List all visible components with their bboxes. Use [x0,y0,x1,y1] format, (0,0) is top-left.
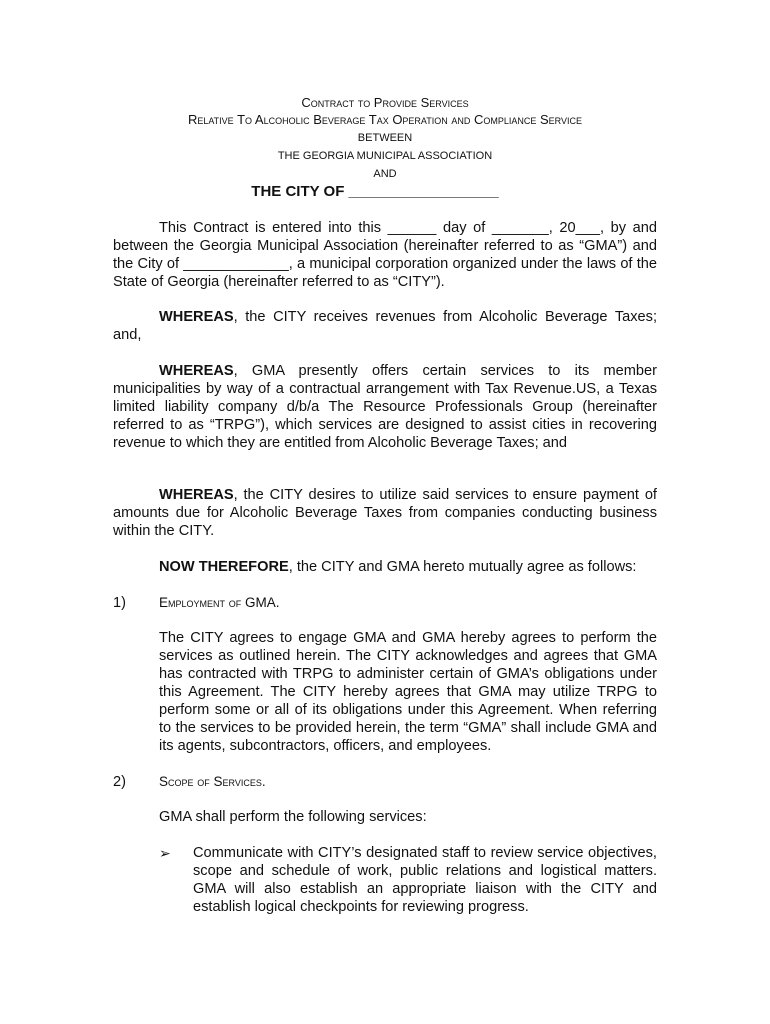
header-party-city: THE CITY OF __________________ [251,183,499,200]
header-and: AND [373,168,397,180]
intro-paragraph [113,219,657,291]
section-title: Scope of Services. [159,774,266,789]
section-number: 1) [113,595,126,611]
now-therefore-lead: NOW THEREFORE [159,559,289,575]
header-title-line2: Relative To Alcoholic Beverage Tax Operation and Compliance Service [187,112,583,127]
whereas-lead: WHEREAS [159,309,234,325]
whereas-paragraph-3 [113,486,657,540]
whereas-text: , the CITY desires to utilize said services to ensure payment of amounts due for Alcoholic Beverage Taxes from companies conducting business within the CITY. [113,487,657,539]
section-body: The CITY agrees to engage GMA and GMA hereby agrees to perform the services as outlined herein. The CITY acknowledges and agrees that GMA has contracted with TRPG to administer certain of GMA’s obligations under this Agreement. The CITY hereby agrees that GMA may utilize TRPG to perform some or all of its obligations under this Agreement. When referring to the services to be provided herein, the term “GMA” shall include GMA and its agents, subcontractors, officers, and employees. [159,630,657,754]
whereas-paragraph-2 [113,362,657,452]
bullet-text: Communicate with CITY’s designated staff to review service objectives, scope and schedule of work, public relations and logistical matters. GMA will also establish an appropriate liaison with the CITY and establish logical checkpoints for reviewing progress. [193,845,657,915]
whereas-text: , the CITY receives revenues from Alcoholic Beverage Taxes; and, [113,309,657,343]
section-title: Employment of GMA. [159,595,280,610]
section-number: 2) [113,774,126,790]
whereas-text: , GMA presently offers certain services to its member municipalities by way of a contractual arrangement with Tax Revenue.US, a Texas limited liability company d/b/a The Resource Professionals Group (hereinafter referred to as “TRPG”), which services are designed to assist cities in recovering revenue to which they are entitled from Alcoholic Beverage Taxes; and [113,363,657,451]
arrow-bullet-icon: ➢ [159,845,171,861]
header-party-gma: THE GEORGIA MUNICIPAL ASSOCIATION [277,150,493,162]
whereas-paragraph-1 [113,308,657,344]
whereas-lead: WHEREAS [159,487,234,503]
now-therefore-text: , the CITY and GMA hereto mutually agree as follows: [288,559,637,575]
section-body: GMA shall perform the following services: [159,809,427,825]
header-between: BETWEEN [357,132,413,144]
now-therefore-paragraph [113,558,657,576]
intro-text: This Contract is entered into this ______ day of _______, 20___, by and between the Georgia Municipal Association (hereinafter referred to as “GMA”) and the City of _____________, a municipal corporation organized under the laws of the State of Georgia (hereinafter referred to as “CITY”). [113,220,657,290]
whereas-lead: WHEREAS [159,363,234,379]
header-title-line1: Contract to Provide Services [301,95,469,110]
